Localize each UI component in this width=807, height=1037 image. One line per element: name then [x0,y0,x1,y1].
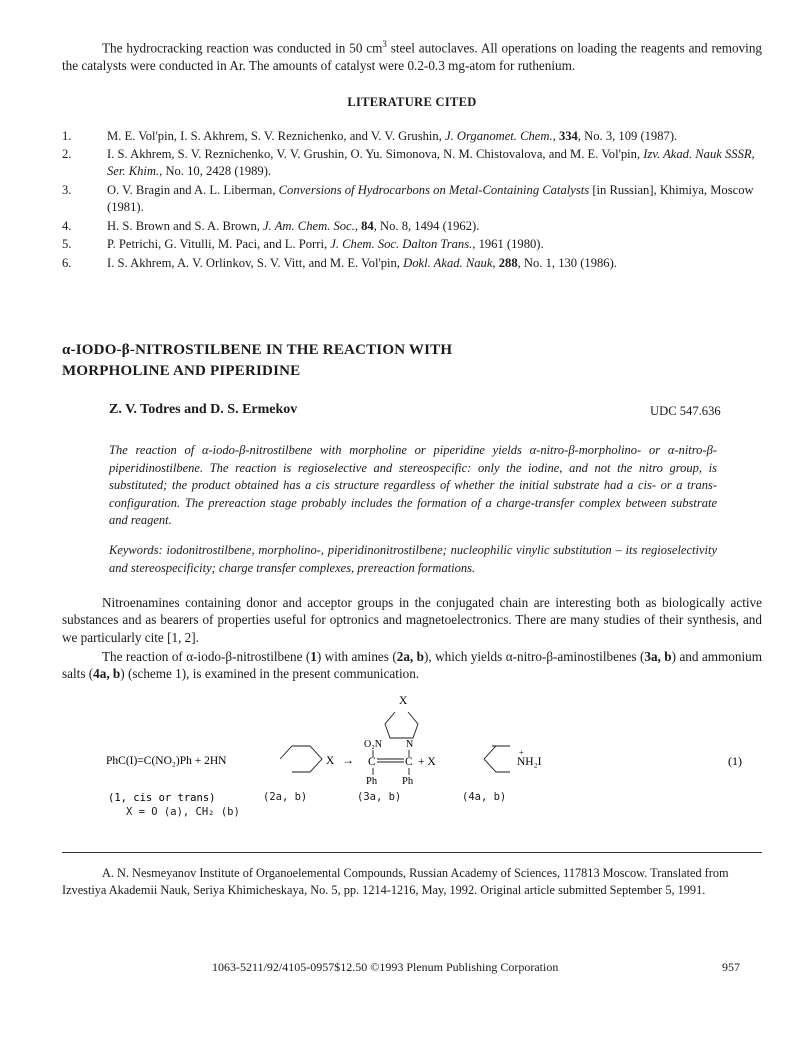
reference-journal: J. Organomet. Chem. [445,129,553,143]
reference-volume: 288 [498,256,518,270]
reference-item [62,218,762,235]
carbon-2: C [405,756,413,768]
compound-ref: 3a, b [644,649,672,664]
udc-code: UDC 547.636 [650,404,721,418]
intro-paragraph [62,36,762,74]
para2-text: ) and ammonium salts ( [62,649,762,682]
reference-authors: I. S. Akhrem, S. V. Reznichenko, V. V. Grushin, O. Yu. Simonova, N. M. Chistovalova, and M. E. Vol'pin, [107,147,644,161]
keywords-label: Keywords: [109,543,163,557]
reference-details: , No. 3, 109 (1987). [577,129,678,143]
ring-right [484,746,510,772]
reference-number: 4. [62,219,72,233]
reference-item [62,182,762,216]
scheme-labels [0,791,807,825]
phenyl-1: Ph [366,776,378,787]
reference-details: [in Russian], Khimiya, Moscow (1981). [107,183,754,214]
literature-heading: LITERATURE CITED [347,95,477,109]
ring-x-label: X [326,755,335,767]
reference-details: , No. 1, 130 (1986). [517,256,617,270]
para2-text: ) (scheme 1), is examined in the present communication. [120,666,420,682]
reference-number: 2. [62,147,72,161]
reference-book-title: Conversions of Hydrocarbons on Metal-Containing Catalysts [278,183,590,197]
reference-number: 1. [62,129,72,143]
reference-sep: , [552,129,559,143]
ring-top [385,712,418,738]
label-4: (4a, b) [462,791,507,803]
reference-authors: O. V. Bragin and A. L. Liberman, [107,183,279,197]
reference-journal: J. Chem. Soc. Dalton Trans. [330,237,473,251]
reference-number: 3. [62,183,72,197]
reference-journal: Izv. Akad. Nauk SSSR, Ser. Khim. [107,147,755,178]
article-title-line2: MORPHOLINE AND PIPERIDINE [62,363,301,379]
reference-journal: Dokl. Akad. Nauk [403,256,493,270]
reference-item [62,236,762,253]
reactant-formula: PhC(I)=C(NO₂)Ph + 2HN [106,755,227,767]
reference-volume: 334 [558,129,578,143]
label-2: (2a, b) [263,791,308,803]
plus-x: + X [418,756,436,768]
article-title [62,340,762,382]
reference-details: , No. 8, 1494 (1962). [373,219,480,233]
article-title-line1: α-IODO-β-NITROSTILBENE IN THE REACTION WITH [62,342,453,358]
intro-text-part1: The hydrocracking reaction was conducted in 50 cm [102,40,383,56]
reaction-arrow: → [342,753,354,767]
o2n-label: O₂N [364,739,382,750]
reference-sep: , [492,256,499,270]
para2-text: ), which yields α-nitro-β-aminostilbenes ( [424,649,645,664]
reference-details: , No. 10, 2428 (1989). [159,164,272,178]
body-paragraph-2 [62,648,762,683]
keywords-text: iodonitrostilbene, morpholino-, piperidinonitrostilbene; nucleophilic vinylic substitution – its regioselectivity and stereospecificity; charge transfer complexes, prereaction formations. [109,543,717,575]
footnote: A. N. Nesmeyanov Institute of Organoelemental Compounds, Russian Academy of Sciences, 117813 Moscow. Translated from Izvestiya Akademii Nauk, Seriya Khimicheskaya, No. 5, pp. 1214-1216, May, 1992. Original article submitted September 5, 1991. [62,866,729,897]
reference-item [62,128,762,145]
para2-text: ) with amines ( [316,649,397,664]
phenyl-2: Ph [402,776,414,787]
x-definition: X = O (a), CH₂ (b) [126,806,240,818]
n-label: N [406,739,414,750]
page-number: 957 [722,960,740,974]
superscript-3: 3 [382,39,387,49]
keywords [109,542,717,577]
reference-item [62,255,762,272]
reference-authors: H. S. Brown and S. A. Brown, [107,219,264,233]
para2-text: The reaction of α-iodo-β-nitrostilbene ( [102,649,311,664]
reference-authors: P. Petrichi, G. Vitulli, M. Paci, and L. Porri, [107,237,331,251]
reference-authors: I. S. Akhrem, A. V. Orlinkov, S. V. Vitt, and M. E. Vol'pin, [107,256,404,270]
equation-number: (1) [728,754,742,768]
body-paragraph-1: Nitroenamines containing donor and acceptor groups in the conjugated chain are interesting both as biologically active substances and as bearers of properties useful for optronics and magnetoelectronics. There are many studies of their synthesis, and we particularly cite [1, 2]. [62,595,762,645]
compound-ref: 4a, b [93,666,121,682]
reference-number: 6. [62,256,72,270]
reference-sep: , [354,219,362,233]
label-3: (3a, b) [357,791,402,803]
reference-volume: 84 [361,219,374,233]
intro-text-part2: steel autoclaves. All operations on loading the reagents and removing the catalysts were conducted in Ar. The amounts of catalyst were 0.2-0.3 mg-atom for ruthenium. [62,40,763,73]
footer-code: 1063-5211/92/4105-0957$12.50 ©1993 Plenum Publishing Corporation [212,960,559,974]
article-authors: Z. V. Todres and D. S. Ermekov [109,402,298,417]
ammonium-plus: + [519,748,524,757]
ring-left [280,746,322,772]
reference-item [62,146,762,180]
ring-top-x-label: X [399,695,408,707]
reference-number: 5. [62,237,72,251]
carbon-1: C [368,756,376,768]
ammonium-nh2i: NH₂I [517,756,542,768]
label-1: (1, cis or trans) [108,792,216,804]
footnote-divider [62,852,762,853]
abstract: The reaction of α-iodo-β-nitrostilbene with morpholine or piperidine yields α-nitro-β-morpholino- or α-nitro-β-piperidinostilbene. The reaction is regioselective and stereospecific: only the iodine, and not the nitro group, is substituted; the product obtained has a cis structure regardless of whether the initial substrate had a cis- or a trans-configuration. The prereaction stage probably includes the formation of a charge-transfer complex between substrate and reagent. [109,443,717,528]
compound-ref: 1 [310,649,317,664]
reference-details: , 1961 (1980). [472,237,544,251]
reference-journal: J. Am. Chem. Soc. [263,219,355,233]
compound-ref: 2a, b [396,649,424,664]
reference-authors: M. E. Vol'pin, I. S. Akhrem, S. V. Reznichenko, and V. V. Grushin, [107,129,446,143]
